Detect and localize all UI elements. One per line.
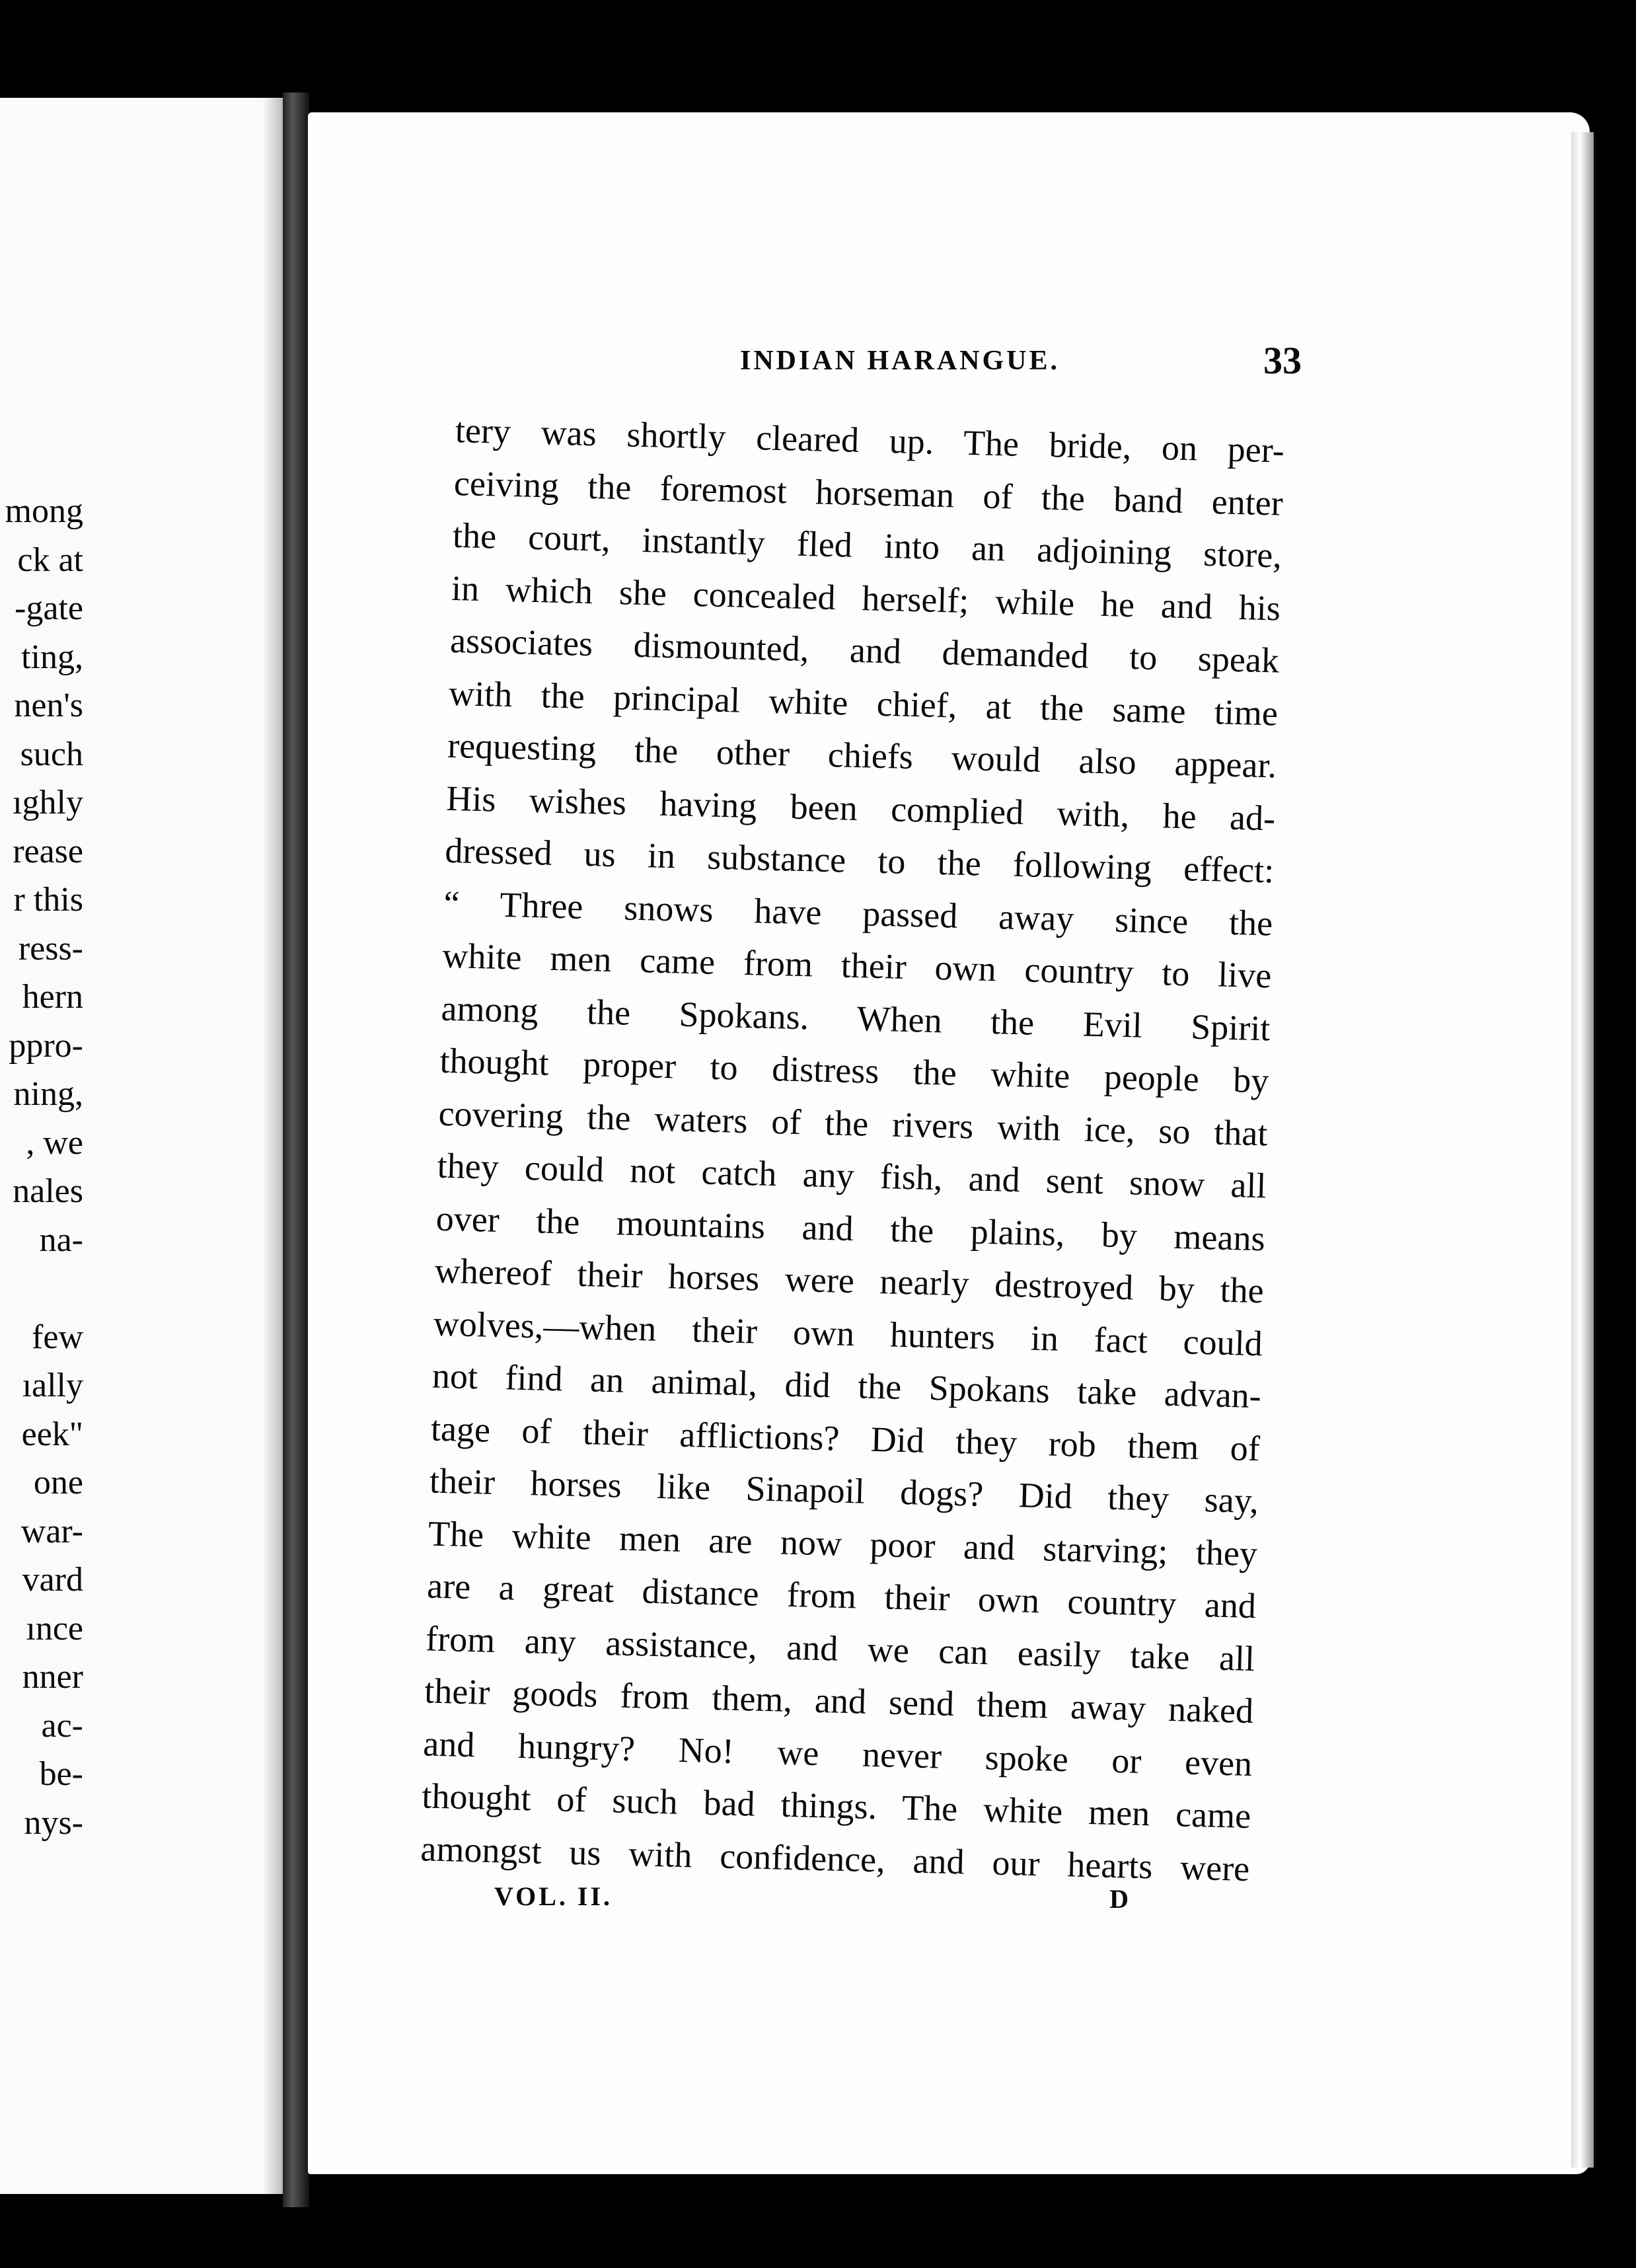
volume-marker: VOL. II. (494, 1881, 613, 1911)
facing-page-left (0, 98, 283, 2194)
text-line: tery was shortly cleared up. The bride, on per- (455, 410, 1285, 471)
facing-page-fragment: ting, (21, 638, 83, 676)
text-line: His wishes having been complied with, he ad- (445, 778, 1276, 838)
gutter-shadow (263, 98, 283, 2194)
text-line: over the mountains and the plains, by means (435, 1198, 1266, 1258)
facing-page-fragment: nys- (24, 1803, 83, 1842)
book-spine (283, 93, 309, 2207)
text-line: from any assistance, and we can easily take all (425, 1618, 1255, 1679)
facing-page-fragment: ac- (41, 1706, 83, 1745)
text-line: thought proper to distress the white people by (439, 1040, 1270, 1101)
facing-page-fragment: eek" (21, 1415, 83, 1453)
signature-mark: D (1109, 1884, 1129, 1914)
facing-page-fragment: hern (22, 978, 83, 1016)
facing-page-fragment: one (33, 1464, 83, 1501)
text-line: their horses like Sinapoil dogs? Did they say, (429, 1460, 1259, 1521)
text-line: not find an animal, did the Spokans take advan- (431, 1355, 1262, 1416)
facing-page-fragment: such (20, 735, 83, 773)
text-line: and hungry? No! we never spoke or even (422, 1723, 1253, 1784)
facing-page-fragment: r this (13, 881, 83, 919)
facing-page-fragment: ress- (18, 929, 83, 967)
text-line: in which she concealed herself; while he and his (451, 568, 1281, 628)
facing-page-fragment: nner (22, 1658, 83, 1696)
facing-page-fragment: vard (22, 1561, 83, 1599)
text-line: ceiving the foremost horseman of the band enter (453, 463, 1284, 523)
facing-page-fragment: nales (13, 1172, 83, 1210)
page-number: 33 (1263, 339, 1302, 382)
facing-page-text-fragments (0, 494, 83, 2080)
facing-page-fragment: , we (26, 1123, 83, 1162)
text-line: are a great distance from their own country and (426, 1566, 1257, 1626)
text-line: associates dismounted, and demanded to speak (449, 620, 1280, 681)
text-line: with the principal white chief, at the same time (448, 673, 1279, 734)
text-line: The white men are now poor and starving; they (428, 1513, 1258, 1573)
page-edge (1571, 132, 1594, 2168)
facing-page-fragment: mong (5, 492, 83, 530)
body-text (420, 404, 1285, 1895)
text-line: dressed us in substance to the following effect: (444, 830, 1275, 891)
facing-page-fragment: -gate (15, 589, 83, 627)
facing-page-fragment: na- (39, 1221, 83, 1259)
facing-page-fragment: war- (20, 1512, 83, 1550)
text-line: whereof their horses were nearly destroyed by the (434, 1250, 1265, 1311)
text-line: thought of such bad things. The white men came (421, 1776, 1251, 1836)
facing-page-fragment: ppro- (9, 1026, 83, 1065)
facing-page-fragment: ıghly (13, 784, 83, 821)
facing-page-fragment: rease (13, 832, 83, 870)
text-line: covering the waters of the rivers with ice, so that (438, 1093, 1269, 1153)
text-line: requesting the other chiefs would also appear. (447, 725, 1277, 786)
facing-page-fragment: ck at (17, 541, 83, 579)
facing-page-fragment: nen's (14, 687, 83, 724)
facing-page-fragment: be- (39, 1755, 83, 1793)
text-line: among the Spokans. When the Evil Spirit (440, 988, 1271, 1048)
facing-page-fragment: few (32, 1318, 83, 1356)
facing-page-fragment: ning, (13, 1075, 83, 1113)
text-line: “ Three snows have passed away since the (443, 883, 1273, 943)
page-header (740, 338, 1302, 385)
page-footer (494, 1881, 1129, 1920)
text-line: they could not catch any fish, and sent snow all (437, 1145, 1267, 1206)
text-line: amongst us with confidence, and our hearts were (420, 1828, 1250, 1889)
running-title: INDIAN HARANGUE. (740, 346, 1060, 376)
facing-page-fragment: ıally (22, 1367, 83, 1404)
text-line: their goods from them, and send them away naked (424, 1671, 1254, 1731)
text-line: the court, instantly fled into an adjoining store, (452, 515, 1283, 576)
text-line: white men came from their own country to live (441, 935, 1272, 996)
facing-page-fragment: ınce (26, 1609, 83, 1647)
text-line: tage of their afflictions? Did they rob them of (430, 1408, 1261, 1468)
text-line: wolves,—when their own hunters in fact could (433, 1303, 1263, 1363)
